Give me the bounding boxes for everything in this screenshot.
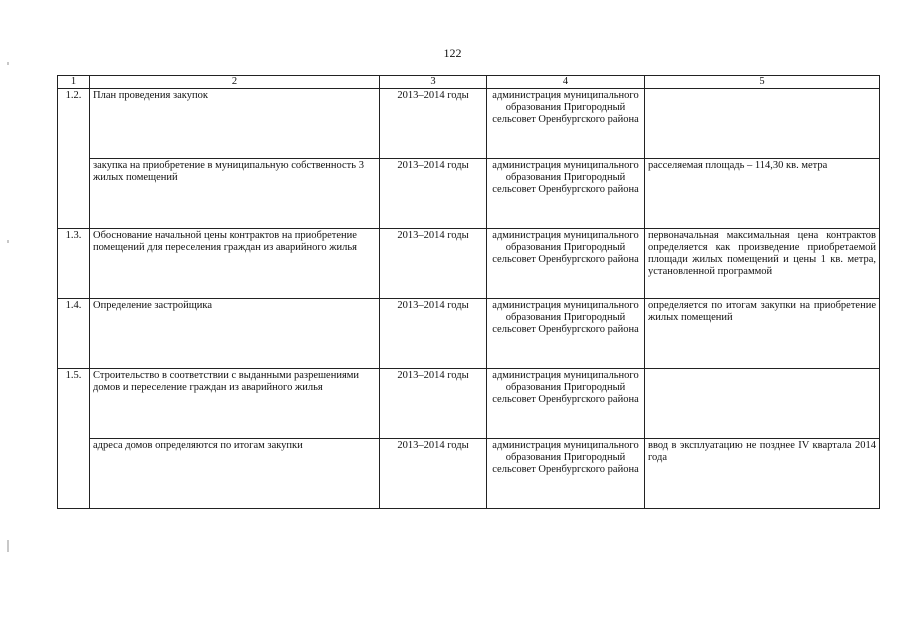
activity-description: Определение застройщика (90, 299, 380, 369)
header-col-4: 4 (487, 76, 645, 89)
result-cell (645, 369, 880, 439)
responsible-cell: администрация муниципального образования Пригородный сельсовет Оренбургского района (487, 89, 645, 159)
table-row (58, 439, 880, 509)
result-cell: ввод в эксплуатацию не позднее IV квартала 2014 года (645, 439, 880, 509)
activity-description: Строительство в соответствии с выданными разрешениями домов и переселение граждан из аварийного жилья (90, 369, 380, 439)
table-row (58, 299, 880, 369)
item-number: 1.5. (58, 369, 90, 509)
table-row (58, 229, 880, 299)
result-cell: первоначальная максимальная цена контрактов определяется как произведение приобретаемой площади жилых помещений и цены 1 кв. метра, установленной программой (645, 229, 880, 299)
period-cell: 2013–2014 годы (380, 229, 487, 299)
item-number: 1.4. (58, 299, 90, 369)
period-cell: 2013–2014 годы (380, 159, 487, 229)
period-cell: 2013–2014 годы (380, 439, 487, 509)
scan-margin-mark (7, 240, 9, 243)
responsible-cell: администрация муниципального образования Пригородный сельсовет Оренбургского района (487, 159, 645, 229)
page-number: 122 (443, 46, 462, 60)
responsible-cell: администрация муниципального образования Пригородный сельсовет Оренбургского района (487, 229, 645, 299)
period-cell: 2013–2014 годы (380, 299, 487, 369)
period-cell: 2013–2014 годы (380, 89, 487, 159)
table-row (58, 89, 880, 159)
result-cell: расселяемая площадь – 114,30 кв. метра (645, 159, 880, 229)
activity-description: адреса домов определяются по итогам закупки (90, 439, 380, 509)
scan-margin-mark (7, 540, 9, 552)
responsible-cell: администрация муниципального образования Пригородный сельсовет Оренбургского района (487, 299, 645, 369)
result-cell (645, 89, 880, 159)
period-cell: 2013–2014 годы (380, 369, 487, 439)
responsible-cell: администрация муниципального образования Пригородный сельсовет Оренбургского района (487, 369, 645, 439)
item-number: 1.2. (58, 89, 90, 229)
activity-description: закупка на приобретение в муниципальную собственность 3 жилых помещений (90, 159, 380, 229)
table-row (58, 369, 880, 439)
table-row (58, 159, 880, 229)
header-col-5: 5 (645, 76, 880, 89)
program-activities-table (57, 75, 880, 509)
header-col-2: 2 (90, 76, 380, 89)
result-cell: определяется по итогам закупки на приобретение жилых помещений (645, 299, 880, 369)
scan-margin-mark (7, 62, 9, 65)
activity-description: План проведения закупок (90, 89, 380, 159)
header-row (58, 76, 880, 89)
header-col-1: 1 (58, 76, 90, 89)
header-col-3: 3 (380, 76, 487, 89)
responsible-cell: администрация муниципального образования Пригородный сельсовет Оренбургского района (487, 439, 645, 509)
item-number: 1.3. (58, 229, 90, 299)
activity-description: Обоснование начальной цены контрактов на приобретение помещений для переселения граждан из аварийного жилья (90, 229, 380, 299)
